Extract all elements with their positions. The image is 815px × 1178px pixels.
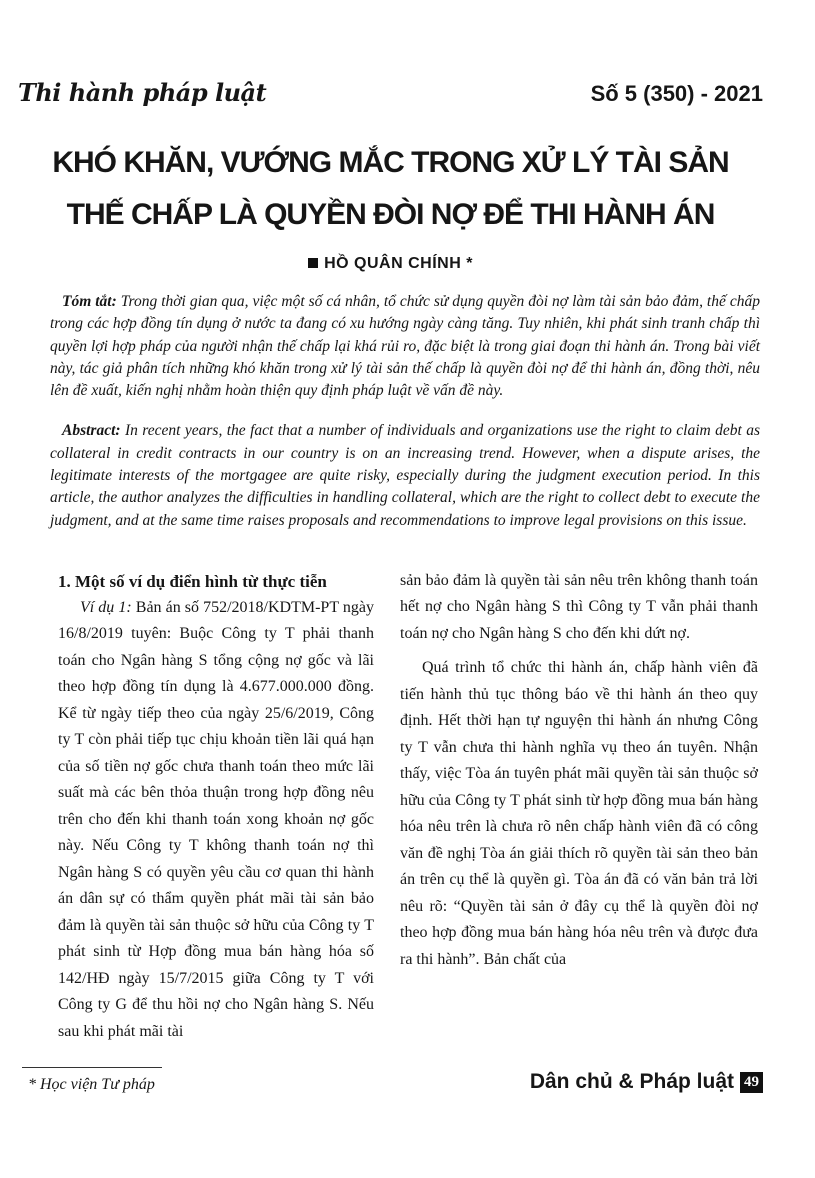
body-columns (58, 568, 763, 1046)
example-label: Ví dụ 1: (80, 598, 132, 616)
paragraph-2: Quá trình tổ chức thi hành án, chấp hành viên đã tiến hành thủ tục thông báo về thi hành án theo quy định. Hết thời hạn tự nguyện thi hành án nhưng Công ty T vẫn chưa thi hành nghĩa vụ theo án tuyên. Nhận thấy, việc Tòa án tuyên phát mãi quyền tài sản thuộc sở hữu của Công ty T phát sinh từ hợp đồng mua bán hàng hóa nêu trên là chưa rõ nên chấp hành viên đã có công văn đề nghị Tòa án giải thích rõ quyền tài sản theo bản án trên cụ thể là quyền gì. Tòa án đã có văn bản trả lời nêu rõ: “Quyền tài sản ở đây cụ thể là quyền đòi nợ theo hợp đồng mua bán hàng hóa nêu trên và được đưa ra thi hành”. Bản chất của (400, 659, 758, 968)
page-header (18, 78, 763, 107)
column-left (58, 568, 374, 1046)
abstract-en-label: Abstract: (62, 422, 121, 440)
journal-footer (530, 1070, 763, 1094)
page-number: 49 (740, 1072, 763, 1093)
square-bullet-icon (308, 258, 318, 268)
section-heading: 1. Một số ví dụ điển hình từ thực tiễn (58, 571, 327, 591)
abstract-en-text: In recent years, the fact that a number of individuals and organizations use the right to claim debt as collateral in credit contracts in our country is on an increasing trend. However, when a dispute arises, the legitimate interests of the mortgagee are quite risky, especially during the judgment execution period. In this article, the author analyzes the difficulties in handling collateral, which are the right to collect debt to execute the judgment, and at the same time raises proposals and recommendations to improve legal provisions on this issue. (50, 422, 760, 529)
author-name: HỒ QUÂN CHÍNH * (324, 255, 473, 272)
page-footer (18, 1067, 763, 1094)
abstract-vi-text: Trong thời gian qua, việc một số cá nhân, tổ chức sử dụng quyền đòi nợ làm tài sản bảo đảm, thế chấp trong các hợp đồng tín dụng ở nước ta đang có xu hướng ngày càng tăng. Tuy nhiên, khi phát sinh tranh chấp thì quyền lợi hợp pháp của người nhận thế chấp lại khá rủi ro, đặc biệt là trong giai đoạn thi hành án. Trong bài viết này, tác giả phân tích những khó khăn trong xử lý tài sản thế chấp là quyền đòi nợ để thi hành án, đồng thời, nêu lên đề xuất, kiến nghị nhằm hoàn thiện quy định pháp luật về vấn đề này. (50, 293, 760, 400)
abstract-english (50, 420, 760, 531)
article-title-line-2: THẾ CHẤP LÀ QUYỀN ĐÒI NỢ ĐỂ THI HÀNH ÁN (66, 198, 715, 231)
footnote-block (22, 1067, 162, 1094)
abstract-vi-label: Tóm tắt: (62, 293, 117, 310)
footnote: * Học viện Tư pháp (28, 1076, 155, 1094)
abstract-vietnamese (50, 291, 760, 402)
paragraph-1-text: Bản án số 752/2018/KDTM-PT ngày 16/8/2019 tuyên: Buộc Công ty T phải thanh toán cho Ngân hàng S tổng cộng nợ gốc và lãi theo hợp đồng tín dụng là 4.677.000.000 đồng. Kể từ ngày tiếp theo của ngày 25/6/2019, Công ty T còn phải tiếp tục chịu khoản tiền lãi quá hạn của số tiền nợ gốc chưa thanh toán theo mức lãi suất mà các bên thỏa thuận trong hợp đồng nêu trên cho đến khi thanh toán xong khoản nợ gốc này. Nếu Công ty T không thanh toán nợ thì Ngân hàng S có quyền yêu cầu cơ quan thi hành án dân sự có thẩm quyền phát mãi tài sản bảo đảm là quyền tài sản thuộc sở hữu của Công ty T phát sinh từ Hợp đồng mua bán hàng hóa số 142/HĐ ngày 15/7/2015 giữa Công ty T với Công ty G để thu hồi nợ cho Ngân hàng S. Nếu sau khi phát mãi tài (58, 598, 374, 1040)
issue-number: Số 5 (350) - 2021 (590, 81, 763, 106)
section-name: Thi hành pháp luật (18, 78, 267, 107)
journal-name: Dân chủ & Pháp luật (529, 1070, 734, 1094)
article-title-line-1: KHÓ KHĂN, VƯỚNG MẮC TRONG XỬ LÝ TÀI SẢN (52, 146, 729, 179)
paragraph-1-continued: sản bảo đảm là quyền tài sản nêu trên không thanh toán hết nợ cho Ngân hàng S thì Công ty T vẫn phải thanh toán nợ cho Ngân hàng S cho đến khi dứt nợ. (400, 571, 758, 642)
footnote-divider (22, 1067, 162, 1068)
column-right (400, 568, 758, 1046)
author (18, 255, 763, 273)
paragraph-1 (58, 595, 374, 1046)
